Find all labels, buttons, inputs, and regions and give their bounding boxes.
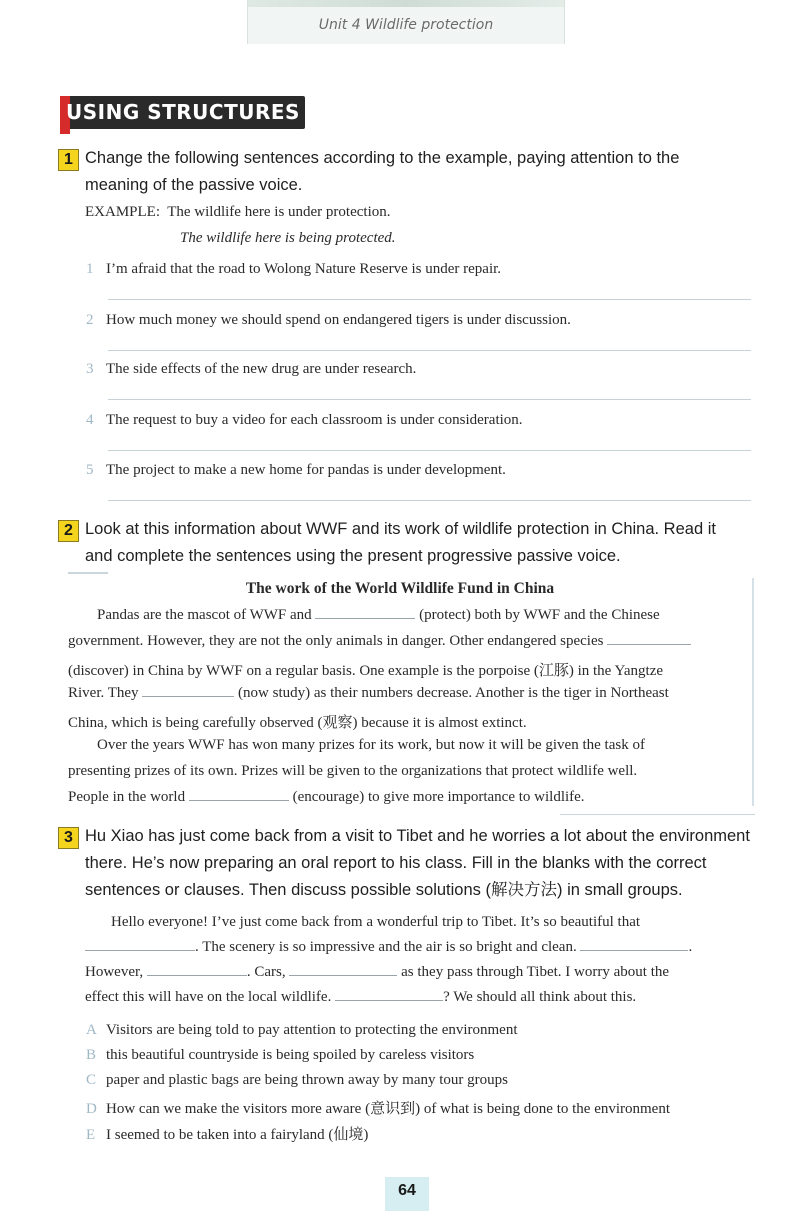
exercise-1-instruction-line1: Change the following sentences according to the example, paying attention to the [85, 149, 680, 167]
passage-line [68, 685, 669, 702]
unit-title: Unit 4 Wildlife protection [318, 17, 494, 33]
option-item [86, 1047, 474, 1064]
report-text: However, [85, 964, 144, 980]
answer-line[interactable] [108, 399, 751, 400]
decorative-rule [560, 814, 755, 815]
item-text: The side effects of the new drug are under research. [106, 361, 417, 377]
exercise-1-item [86, 412, 523, 429]
example-answer: The wildlife here is being protected. [180, 230, 396, 246]
option-text: paper and plastic bags are being thrown away by many tour groups [106, 1072, 508, 1088]
item-number: 5 [86, 462, 94, 478]
option-item [86, 1123, 368, 1144]
option-letter: C [86, 1072, 97, 1088]
passage-line: presenting prizes of its own. Prizes will be given to the organizations that protect wildlife well. [68, 763, 638, 779]
passage-line [97, 607, 660, 624]
passage-text: People in the world [68, 789, 186, 805]
option-text: Visitors are being told to pay attention to protecting the environment [106, 1022, 518, 1038]
exercise-1-item [86, 361, 416, 378]
option-item [86, 1097, 670, 1118]
passage-text: River. They [68, 685, 139, 701]
report-text: as they pass through Tibet. I worry about the [401, 964, 670, 980]
report-text: effect this will have on the local wildlife. [85, 989, 332, 1005]
page-number: 64 [385, 1177, 429, 1211]
exercise-2-instruction-line2: and complete the sentences using the present progressive passive voice. [85, 547, 621, 565]
fill-blank[interactable] [335, 999, 443, 1001]
exercise-3-instruction-line2: there. He’s now preparing an oral report to his class. Fill in the blanks with the correct [85, 854, 707, 872]
section-title: USING STRUCTURES [66, 100, 300, 124]
item-text: The project to make a new home for pandas is under development. [106, 462, 506, 478]
option-letter: D [86, 1101, 97, 1117]
fill-blank[interactable] [142, 695, 234, 697]
exercise-1-item [86, 261, 501, 278]
item-text: I’m afraid that the road to Wolong Nature Reserve is under repair. [106, 261, 502, 277]
header-decoration [248, 0, 564, 7]
option-item [86, 1022, 518, 1039]
report-text: . [688, 939, 693, 955]
answer-line[interactable] [108, 299, 751, 300]
fill-blank[interactable] [189, 799, 289, 801]
item-number: 4 [86, 412, 94, 428]
report-text: . The scenery is so impressive and the air is so bright and clean. [195, 939, 577, 955]
exercise-3-instruction-line1: Hu Xiao has just come back from a visit to Tibet and he worries a lot about the environment [85, 827, 750, 845]
answer-line[interactable] [108, 500, 751, 501]
passage-title: The work of the World Wildlife Fund in China [245, 580, 555, 597]
running-header [247, 0, 565, 44]
exercise-1-number: 1 [58, 149, 79, 171]
passage-line [68, 633, 691, 650]
fill-blank[interactable] [580, 949, 688, 951]
report-text: ? We should all think about this. [443, 989, 637, 1005]
exercise-3-instruction-line3: sentences or clauses. Then discuss possible solutions (解决方法) in small groups. [85, 881, 683, 899]
decorative-rule [68, 572, 108, 574]
decorative-rule [752, 578, 754, 806]
report-text: . Cars, [246, 964, 286, 980]
report-line: Hello everyone! I’ve just come back from a wonderful trip to Tibet. It’s so beautiful that [111, 914, 641, 930]
example-line [85, 204, 391, 221]
option-item [86, 1072, 508, 1089]
exercise-2-instruction-line1: Look at this information about WWF and its work of wildlife protection in China. Read it [85, 520, 716, 538]
fill-blank[interactable] [85, 949, 195, 951]
option-letter: E [86, 1127, 96, 1143]
report-line [85, 939, 692, 956]
item-number: 2 [86, 312, 94, 328]
example-label: EXAMPLE: [85, 204, 160, 220]
exercise-1-item [86, 462, 506, 479]
answer-line[interactable] [108, 350, 751, 351]
item-text: How much money we should spend on endangered tigers is under discussion. [106, 312, 571, 328]
option-text: How can we make the visitors more aware (意识到) of what is being done to the environment [106, 1101, 671, 1117]
report-line [85, 989, 636, 1006]
option-text: this beautiful countryside is being spoiled by careless visitors [106, 1047, 475, 1063]
fill-blank[interactable] [147, 974, 247, 976]
passage-text: (encourage) to give more importance to wildlife. [292, 789, 585, 805]
passage-line: China, which is being carefully observed (观察) because it is almost extinct. [68, 715, 527, 731]
fill-blank[interactable] [289, 974, 397, 976]
item-number: 1 [86, 261, 94, 277]
exercise-3-number: 3 [58, 827, 79, 849]
passage-text: government. However, they are not the only animals in danger. Other endangered species [68, 633, 604, 649]
item-number: 3 [86, 361, 94, 377]
item-text: The request to buy a video for each classroom is under consideration. [106, 412, 523, 428]
example-sentence: The wildlife here is under protection. [167, 204, 391, 220]
answer-line[interactable] [108, 450, 751, 451]
passage-text: Pandas are the mascot of WWF and [97, 607, 312, 623]
exercise-1-instruction-line2: meaning of the passive voice. [85, 176, 303, 194]
passage-line: (discover) in China by WWF on a regular basis. One example is the porpoise (江豚) in the Yangtze [68, 663, 664, 679]
option-letter: A [86, 1022, 97, 1038]
fill-blank[interactable] [607, 643, 691, 645]
option-letter: B [86, 1047, 97, 1063]
report-line [85, 964, 669, 981]
fill-blank[interactable] [315, 617, 415, 619]
exercise-2-number: 2 [58, 520, 79, 542]
exercise-1-item [86, 312, 571, 329]
passage-text: (protect) both by WWF and the Chinese [419, 607, 660, 623]
passage-line [68, 789, 585, 806]
passage-text: (now study) as their numbers decrease. Another is the tiger in Northeast [238, 685, 669, 701]
passage-line: Over the years WWF has won many prizes for its work, but now it will be given the task of [97, 737, 645, 753]
option-text: I seemed to be taken into a fairyland (仙境) [106, 1127, 369, 1143]
